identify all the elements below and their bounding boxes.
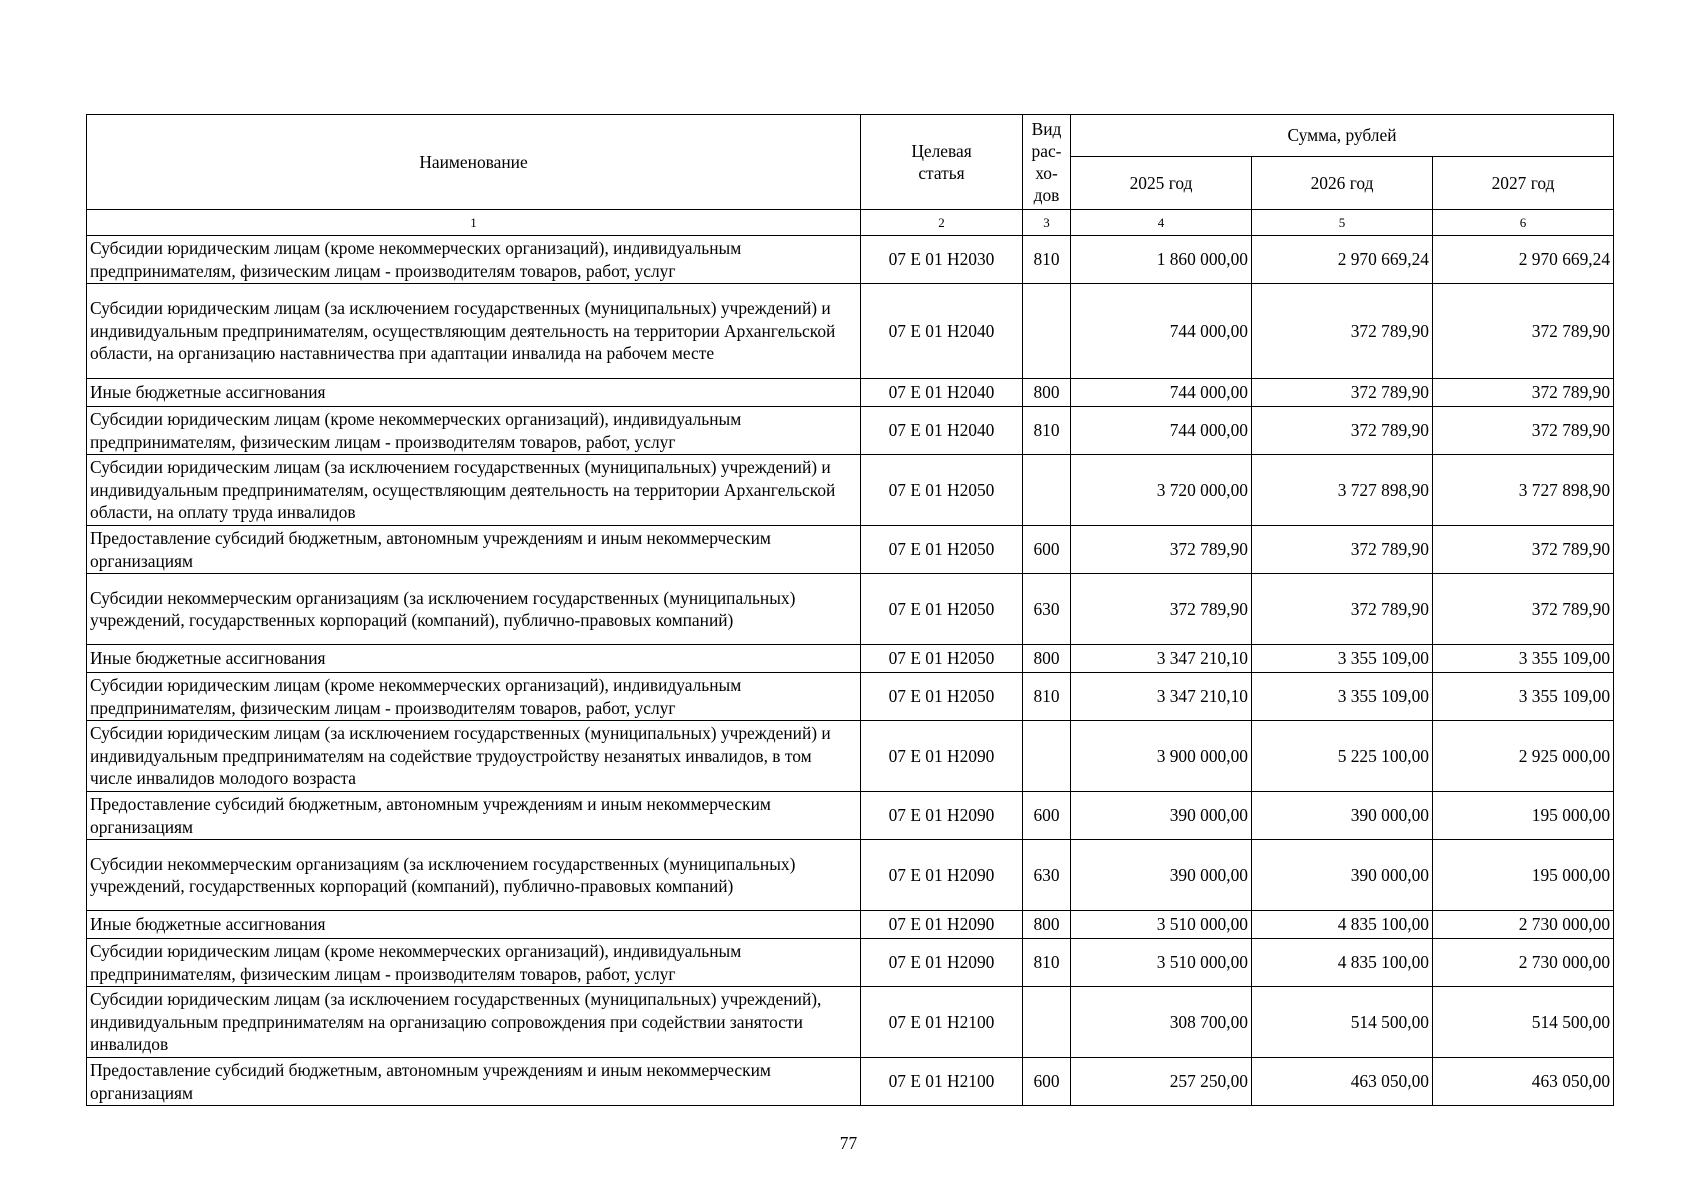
row-target-code: 07 Е 01 Н2050	[861, 645, 1023, 673]
row-expense-type: 800	[1023, 911, 1071, 939]
row-expense-type: 810	[1023, 407, 1071, 455]
row-expense-type	[1023, 721, 1071, 792]
row-amount-2026: 5 225 100,00	[1252, 721, 1433, 792]
row-target-code: 07 Е 01 Н2100	[861, 1058, 1023, 1106]
table-row	[87, 721, 1614, 792]
row-amount-2027: 372 789,90	[1433, 407, 1614, 455]
table-row	[87, 987, 1614, 1058]
budget-table	[86, 114, 1614, 1106]
row-amount-2026: 372 789,90	[1252, 574, 1433, 645]
row-amount-2025: 744 000,00	[1071, 379, 1252, 407]
row-amount-2026: 3 727 898,90	[1252, 455, 1433, 526]
row-amount-2025: 257 250,00	[1071, 1058, 1252, 1106]
row-target-code: 07 Е 01 Н2040	[861, 407, 1023, 455]
row-name: Иные бюджетные ассигнования	[87, 911, 861, 939]
row-amount-2027: 195 000,00	[1433, 840, 1614, 911]
table-row	[87, 526, 1614, 574]
table-row	[87, 911, 1614, 939]
row-expense-type: 600	[1023, 1058, 1071, 1106]
row-amount-2027: 2 925 000,00	[1433, 721, 1614, 792]
col-number: 1	[87, 210, 861, 236]
table-row	[87, 379, 1614, 407]
row-expense-type: 810	[1023, 673, 1071, 721]
row-name: Предоставление субсидий бюджетным, автономным учреждениям и иным некоммерческим организациям	[87, 792, 861, 840]
table-row	[87, 840, 1614, 911]
row-amount-2027: 3 727 898,90	[1433, 455, 1614, 526]
table-row	[87, 645, 1614, 673]
table-row	[87, 407, 1614, 455]
row-amount-2025: 3 720 000,00	[1071, 455, 1252, 526]
row-amount-2026: 463 050,00	[1252, 1058, 1433, 1106]
page-number: 77	[839, 1133, 858, 1153]
row-target-code: 07 Е 01 Н2090	[861, 939, 1023, 987]
table-body	[87, 236, 1614, 1106]
row-amount-2025: 3 900 000,00	[1071, 721, 1252, 792]
row-target-code: 07 Е 01 Н2050	[861, 673, 1023, 721]
row-target-code: 07 Е 01 Н2090	[861, 911, 1023, 939]
header-expense-type	[1023, 115, 1071, 210]
row-amount-2025: 744 000,00	[1071, 284, 1252, 379]
row-target-code: 07 Е 01 Н2040	[861, 379, 1023, 407]
row-amount-2025: 372 789,90	[1071, 574, 1252, 645]
row-amount-2027: 2 970 669,24	[1433, 236, 1614, 284]
row-name: Субсидии некоммерческим организациям (за исключением государственных (муниципальных) учреждений, государственных корпораций (компаний), публично-правовых компаний)	[87, 574, 861, 645]
row-name: Предоставление субсидий бюджетным, автономным учреждениям и иным некоммерческим организациям	[87, 526, 861, 574]
row-name: Субсидии некоммерческим организациям (за исключением государственных (муниципальных) учреждений, государственных корпораций (компаний), публично-правовых компаний)	[87, 840, 861, 911]
row-amount-2026: 4 835 100,00	[1252, 939, 1433, 987]
table-row	[87, 574, 1614, 645]
row-amount-2025: 3 347 210,10	[1071, 673, 1252, 721]
table-row	[87, 284, 1614, 379]
table-row	[87, 792, 1614, 840]
row-amount-2025: 308 700,00	[1071, 987, 1252, 1058]
row-amount-2025: 1 860 000,00	[1071, 236, 1252, 284]
row-name: Субсидии юридическим лицам (за исключением государственных (муниципальных) учреждений) и индивидуальным предпринимателям на содействие трудоустройству незанятых инвалидов, в том числе инвалидов молодого возраста	[87, 721, 861, 792]
row-amount-2026: 4 835 100,00	[1252, 911, 1433, 939]
row-expense-type: 630	[1023, 574, 1071, 645]
header-target-text: Целевая статья	[911, 140, 972, 183]
row-amount-2025: 3 347 210,10	[1071, 645, 1252, 673]
row-amount-2025: 390 000,00	[1071, 792, 1252, 840]
row-amount-2025: 744 000,00	[1071, 407, 1252, 455]
row-target-code: 07 Е 01 Н2040	[861, 284, 1023, 379]
row-amount-2026: 2 970 669,24	[1252, 236, 1433, 284]
row-expense-type	[1023, 455, 1071, 526]
row-target-code: 07 Е 01 Н2030	[861, 236, 1023, 284]
row-amount-2027: 2 730 000,00	[1433, 911, 1614, 939]
row-expense-type: 810	[1023, 236, 1071, 284]
col-number: 5	[1252, 210, 1433, 236]
row-name: Субсидии юридическим лицам (за исключением государственных (муниципальных) учреждений) и индивидуальным предпринимателям, осуществляющим деятельность на территории Архангельской области, на оплату труда инвалидов	[87, 455, 861, 526]
header-2025: 2025 год	[1071, 157, 1252, 210]
row-target-code: 07 Е 01 Н2090	[861, 792, 1023, 840]
row-amount-2026: 372 789,90	[1252, 284, 1433, 379]
row-name: Субсидии юридическим лицам (за исключением государственных (муниципальных) учреждений), индивидуальным предпринимателям на организацию сопровождения при содействии занятости инвалидов	[87, 987, 861, 1058]
table-row	[87, 1058, 1614, 1106]
row-amount-2027: 195 000,00	[1433, 792, 1614, 840]
row-amount-2025: 3 510 000,00	[1071, 911, 1252, 939]
row-expense-type: 800	[1023, 645, 1071, 673]
row-amount-2026: 390 000,00	[1252, 840, 1433, 911]
row-amount-2025: 390 000,00	[1071, 840, 1252, 911]
row-amount-2027: 463 050,00	[1433, 1058, 1614, 1106]
col-number: 6	[1433, 210, 1614, 236]
header-sum: Сумма, рублей	[1071, 115, 1614, 157]
row-target-code: 07 Е 01 Н2050	[861, 526, 1023, 574]
col-number: 2	[861, 210, 1023, 236]
row-name: Субсидии юридическим лицам (кроме некоммерческих организаций), индивидуальным предпринимателям, физическим лицам - производителям товаров, работ, услуг	[87, 236, 861, 284]
row-expense-type: 630	[1023, 840, 1071, 911]
row-amount-2027: 372 789,90	[1433, 574, 1614, 645]
table-row	[87, 939, 1614, 987]
row-name: Иные бюджетные ассигнования	[87, 379, 861, 407]
row-amount-2027: 3 355 109,00	[1433, 645, 1614, 673]
row-name: Субсидии юридическим лицам (кроме некоммерческих организаций), индивидуальным предпринимателям, физическим лицам - производителям товаров, работ, услуг	[87, 939, 861, 987]
row-amount-2025: 372 789,90	[1071, 526, 1252, 574]
row-amount-2026: 3 355 109,00	[1252, 645, 1433, 673]
row-expense-type: 810	[1023, 939, 1071, 987]
col-number: 4	[1071, 210, 1252, 236]
row-expense-type: 600	[1023, 792, 1071, 840]
row-amount-2026: 514 500,00	[1252, 987, 1433, 1058]
row-name: Иные бюджетные ассигнования	[87, 645, 861, 673]
row-expense-type	[1023, 284, 1071, 379]
header-target-article	[861, 115, 1023, 210]
row-amount-2027: 372 789,90	[1433, 379, 1614, 407]
row-amount-2027: 372 789,90	[1433, 526, 1614, 574]
row-amount-2026: 390 000,00	[1252, 792, 1433, 840]
row-name: Субсидии юридическим лицам (кроме некоммерческих организаций), индивидуальным предпринимателям, физическим лицам - производителям товаров, работ, услуг	[87, 407, 861, 455]
row-target-code: 07 Е 01 Н2050	[861, 574, 1023, 645]
col-number: 3	[1023, 210, 1071, 236]
row-expense-type	[1023, 987, 1071, 1058]
header-2027: 2027 год	[1433, 157, 1614, 210]
table-row	[87, 236, 1614, 284]
row-name: Субсидии юридическим лицам (за исключением государственных (муниципальных) учреждений) и индивидуальным предпринимателям, осуществляющим деятельность на территории Архангельской области, на организацию наставничества при адаптации инвалида на рабочем месте	[87, 284, 861, 379]
row-target-code: 07 Е 01 Н2090	[861, 840, 1023, 911]
row-amount-2027: 514 500,00	[1433, 987, 1614, 1058]
row-name: Предоставление субсидий бюджетным, автономным учреждениям и иным некоммерческим организациям	[87, 1058, 861, 1106]
table-row	[87, 455, 1614, 526]
header-name: Наименование	[87, 115, 861, 210]
row-amount-2025: 3 510 000,00	[1071, 939, 1252, 987]
table-row	[87, 673, 1614, 721]
row-amount-2026: 372 789,90	[1252, 526, 1433, 574]
row-amount-2026: 372 789,90	[1252, 407, 1433, 455]
row-expense-type: 800	[1023, 379, 1071, 407]
row-target-code: 07 Е 01 Н2050	[861, 455, 1023, 526]
header-vid-text: Вид рас-хо-дов	[1031, 118, 1062, 205]
row-amount-2027: 3 355 109,00	[1433, 673, 1614, 721]
row-amount-2026: 372 789,90	[1252, 379, 1433, 407]
header-2026: 2026 год	[1252, 157, 1433, 210]
row-name: Субсидии юридическим лицам (кроме некоммерческих организаций), индивидуальным предпринимателям, физическим лицам - производителям товаров, работ, услуг	[87, 673, 861, 721]
row-target-code: 07 Е 01 Н2100	[861, 987, 1023, 1058]
row-amount-2026: 3 355 109,00	[1252, 673, 1433, 721]
row-target-code: 07 Е 01 Н2090	[861, 721, 1023, 792]
row-amount-2027: 372 789,90	[1433, 284, 1614, 379]
row-expense-type: 600	[1023, 526, 1071, 574]
row-amount-2027: 2 730 000,00	[1433, 939, 1614, 987]
